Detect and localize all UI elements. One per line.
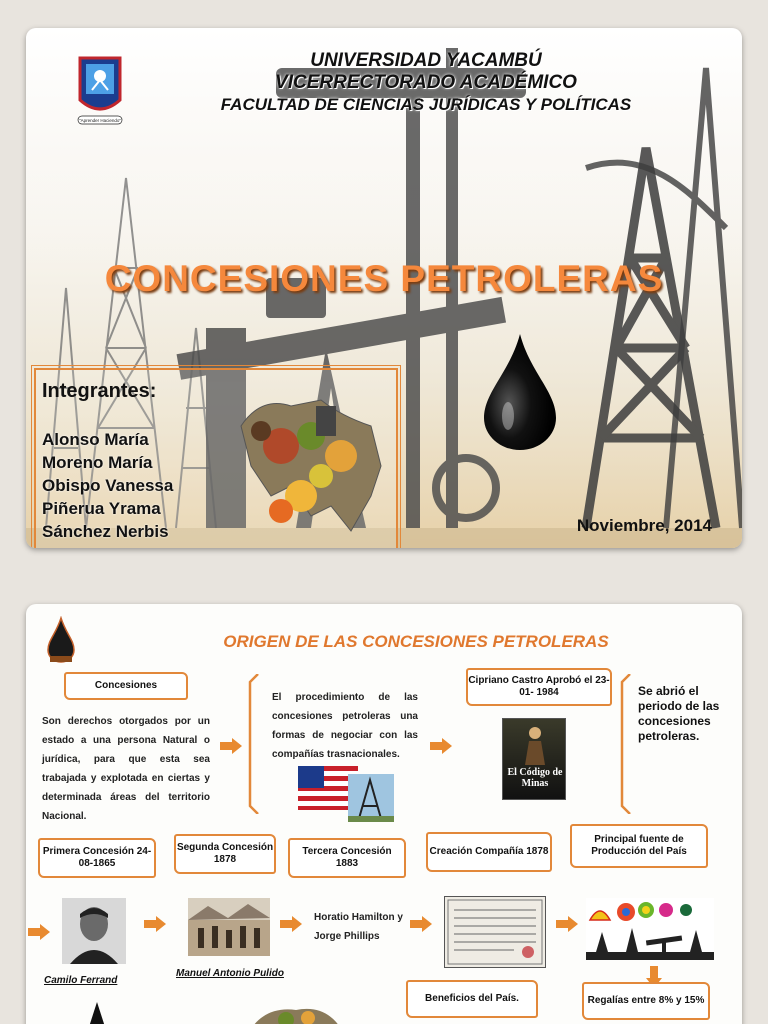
university-logo: [72, 50, 128, 130]
tercera-concesion-box: Tercera Concesión 1883: [288, 838, 406, 878]
usa-flag-derrick-image: [298, 766, 394, 822]
camilo-ferrand-portrait: [62, 898, 126, 964]
arrow-right-icon: [430, 738, 452, 754]
members-list: [42, 428, 173, 543]
arrow-right-icon: [144, 916, 166, 932]
concesiones-box: Concesiones: [64, 672, 188, 700]
oil-drop-icon: [480, 332, 560, 452]
bracket-divider: [248, 674, 260, 814]
header-line-2: VICERRECTORADO ACADÉMICO: [275, 72, 577, 93]
company-certificate-image: [444, 896, 546, 968]
presentation-date: Noviembre, 2014: [576, 516, 712, 535]
members-title: Integrantes:: [42, 380, 157, 402]
oil-companies-logos: [586, 898, 714, 960]
historic-workers-photo: [188, 898, 270, 956]
concesiones-definition: Son derechos otorgados por un estado a una persona Natural o jurídica, para que esta sea trabajada y explotada en ciertas y determinada áreas del territorio Nacional.: [42, 716, 210, 822]
member-name: Sánchez Nerbis: [42, 522, 169, 541]
member-name: Alonso María: [42, 430, 149, 449]
header-line-3: FACULTAD DE CIENCIAS JURÍDICAS Y POLÍTICAS: [220, 95, 632, 114]
fuente-produccion-box: Principal fuente de Producción del País: [570, 824, 708, 868]
miner-figure-icon: [521, 725, 549, 765]
arrow-right-icon: [220, 738, 242, 754]
members-box: [34, 368, 398, 548]
oil-drop-icon: [82, 1000, 112, 1024]
logo-motto: "Aprender Haciendo": [79, 118, 121, 123]
primera-concesion-box: Primera Concesión 24-08-1865: [38, 838, 156, 878]
caption-pulido: Manuel Antonio Pulido: [176, 968, 284, 979]
presentation-title: CONCESIONES PETROLERAS: [104, 258, 664, 299]
creacion-compania-box: Creación Compañía 1878: [426, 832, 552, 872]
slide-title: ORIGEN DE LAS CONCESIONES PETROLERAS: [223, 632, 609, 651]
castro-box: Cipriano Castro Aprobó el 23-01- 1984: [466, 668, 612, 706]
procedimiento-text: El procedimiento de las concesiones petroleras una formas de negociar con las compañías trasnacionales.: [272, 692, 418, 760]
bracket-divider: [620, 674, 632, 814]
member-name: Piñerua Yrama: [42, 499, 161, 518]
arrow-right-icon: [556, 916, 578, 932]
institution-header: [146, 50, 706, 116]
member-name: Moreno María: [42, 453, 153, 472]
origin-slide: [26, 604, 742, 1024]
venezuela-map-collage: [221, 386, 396, 536]
regalias-box: Regalías entre 8% y 15%: [582, 982, 710, 1020]
hamilton-text: Horatio Hamilton y Jorge Phillips: [314, 912, 403, 942]
header-line-1: UNIVERSIDAD YACAMBÚ: [310, 50, 542, 71]
codigo-minas-image: [502, 718, 566, 800]
caption-ferrand: Camilo Ferrand: [44, 975, 118, 986]
beneficios-box: Beneficios del País.: [406, 980, 538, 1018]
codigo-caption: El Código de Minas: [507, 767, 563, 789]
member-name: Obispo Vanessa: [42, 476, 174, 495]
arrow-right-icon: [410, 916, 432, 932]
arrow-right-icon: [280, 916, 302, 932]
venezuela-map-collage: [246, 1000, 346, 1024]
periodo-text: Se abrió el periodo de las concesiones petroleras.: [638, 684, 720, 743]
oil-drop-icon: [46, 616, 76, 664]
arrow-right-icon: [28, 924, 50, 940]
title-slide: [26, 28, 742, 548]
segunda-concesion-box: Segunda Concesión 1878: [174, 834, 276, 874]
